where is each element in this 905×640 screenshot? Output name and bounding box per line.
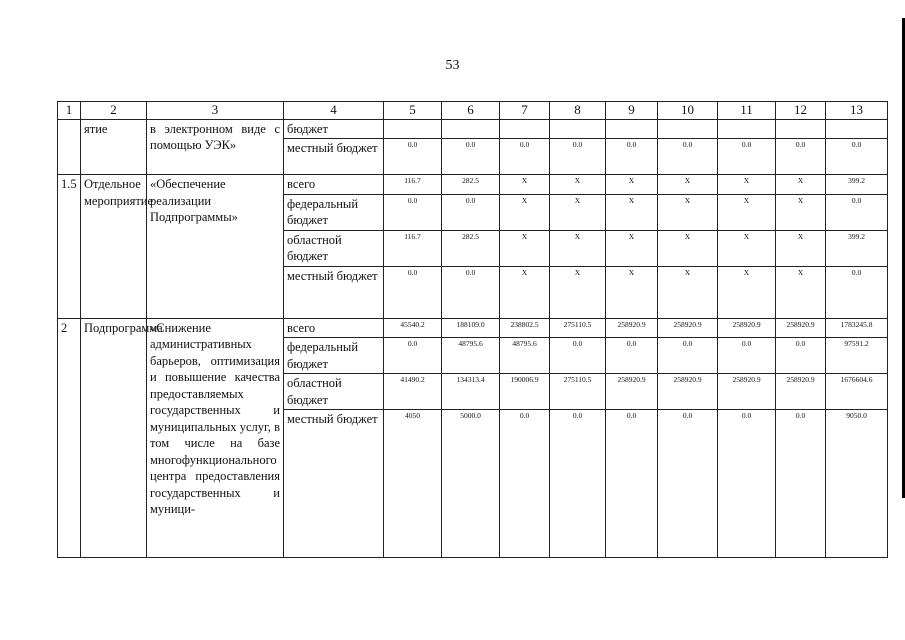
header-cell: 1 bbox=[58, 102, 81, 120]
header-cell: 5 bbox=[384, 102, 442, 120]
value-cell: 399.2 bbox=[826, 175, 888, 195]
budget-source-cell: областной бюджет bbox=[284, 374, 384, 410]
value-cell: X bbox=[550, 266, 606, 318]
value-cell: X bbox=[718, 230, 776, 266]
budget-source-cell: бюджет bbox=[284, 119, 384, 139]
header-cell: 2 bbox=[81, 102, 147, 120]
header-cell: 4 bbox=[284, 102, 384, 120]
budget-source-cell: местный бюджет bbox=[284, 139, 384, 175]
value-cell: 41490.2 bbox=[384, 374, 442, 410]
value-cell bbox=[606, 119, 658, 139]
value-cell: 0.0 bbox=[718, 139, 776, 175]
header-cell: 10 bbox=[658, 102, 718, 120]
value-cell: 0.0 bbox=[500, 410, 550, 558]
value-cell: 0.0 bbox=[776, 139, 826, 175]
value-cell: 0.0 bbox=[442, 266, 500, 318]
item-type-cell: Отдельное мероприятие bbox=[81, 175, 147, 319]
value-cell bbox=[550, 119, 606, 139]
value-cell: 5000.0 bbox=[442, 410, 500, 558]
value-cell: 0.0 bbox=[500, 139, 550, 175]
budget-source-cell: федеральный бюджет bbox=[284, 338, 384, 374]
value-cell: 0.0 bbox=[658, 410, 718, 558]
value-cell: 4050 bbox=[384, 410, 442, 558]
value-cell: 258920.9 bbox=[606, 374, 658, 410]
value-cell bbox=[658, 119, 718, 139]
value-cell: 0.0 bbox=[442, 139, 500, 175]
value-cell: X bbox=[718, 266, 776, 318]
value-cell: X bbox=[776, 266, 826, 318]
value-cell: 188109.0 bbox=[442, 318, 500, 338]
header-cell: 8 bbox=[550, 102, 606, 120]
item-description-cell: в электронном виде с помощью УЭК» bbox=[147, 119, 284, 175]
value-cell: 0.0 bbox=[550, 410, 606, 558]
value-cell: 0.0 bbox=[718, 338, 776, 374]
table-row bbox=[58, 119, 888, 139]
budget-source-cell: местный бюджет bbox=[284, 266, 384, 318]
value-cell: X bbox=[606, 194, 658, 230]
value-cell: 48795.6 bbox=[442, 338, 500, 374]
header-cell: 12 bbox=[776, 102, 826, 120]
page-number: 53 bbox=[445, 58, 460, 73]
value-cell: X bbox=[606, 266, 658, 318]
header-cell: 11 bbox=[718, 102, 776, 120]
value-cell: X bbox=[550, 230, 606, 266]
value-cell: X bbox=[776, 194, 826, 230]
value-cell: 0.0 bbox=[826, 139, 888, 175]
value-cell: 0.0 bbox=[658, 139, 718, 175]
value-cell: 0.0 bbox=[606, 410, 658, 558]
value-cell: 0.0 bbox=[384, 338, 442, 374]
value-cell: 258920.9 bbox=[776, 318, 826, 338]
budget-source-cell: местный бюджет bbox=[284, 410, 384, 558]
value-cell: 116.7 bbox=[384, 230, 442, 266]
value-cell: 0.0 bbox=[606, 338, 658, 374]
value-cell: 258920.9 bbox=[658, 374, 718, 410]
value-cell bbox=[442, 119, 500, 139]
value-cell: 0.0 bbox=[718, 410, 776, 558]
budget-table bbox=[57, 101, 888, 558]
value-cell: 1676604.6 bbox=[826, 374, 888, 410]
value-cell: 48795.6 bbox=[500, 338, 550, 374]
value-cell: X bbox=[658, 230, 718, 266]
value-cell: X bbox=[658, 194, 718, 230]
value-cell: 0.0 bbox=[384, 194, 442, 230]
value-cell: 258920.9 bbox=[606, 318, 658, 338]
value-cell: 399.2 bbox=[826, 230, 888, 266]
value-cell: 9050.0 bbox=[826, 410, 888, 558]
value-cell: 258920.9 bbox=[718, 374, 776, 410]
value-cell: X bbox=[500, 194, 550, 230]
value-cell: 1783245.8 bbox=[826, 318, 888, 338]
value-cell: 275110.5 bbox=[550, 374, 606, 410]
value-cell: 258920.9 bbox=[718, 318, 776, 338]
value-cell: 258920.9 bbox=[658, 318, 718, 338]
budget-source-cell: всего bbox=[284, 318, 384, 338]
table-row bbox=[58, 318, 888, 338]
value-cell: X bbox=[718, 175, 776, 195]
header-cell: 13 bbox=[826, 102, 888, 120]
value-cell: X bbox=[658, 175, 718, 195]
value-cell bbox=[384, 119, 442, 139]
item-type-cell: Подпрограмма bbox=[81, 318, 147, 558]
header-cell: 7 bbox=[500, 102, 550, 120]
value-cell: X bbox=[500, 175, 550, 195]
value-cell: 116.7 bbox=[384, 175, 442, 195]
row-number-cell bbox=[58, 119, 81, 175]
value-cell: 190006.9 bbox=[500, 374, 550, 410]
value-cell: 0.0 bbox=[550, 338, 606, 374]
item-description-cell: «Обеспечение реализации Подпрограммы» bbox=[147, 175, 284, 319]
value-cell bbox=[826, 119, 888, 139]
value-cell: X bbox=[550, 194, 606, 230]
value-cell: 0.0 bbox=[606, 139, 658, 175]
budget-source-cell: федеральный бюджет bbox=[284, 194, 384, 230]
item-type-cell: ятие bbox=[81, 119, 147, 175]
value-cell: 282.5 bbox=[442, 175, 500, 195]
value-cell: 275110.5 bbox=[550, 318, 606, 338]
value-cell: X bbox=[606, 175, 658, 195]
value-cell: 238802.5 bbox=[500, 318, 550, 338]
value-cell: 45540.2 bbox=[384, 318, 442, 338]
header-cell: 6 bbox=[442, 102, 500, 120]
value-cell: 0.0 bbox=[442, 194, 500, 230]
value-cell: 0.0 bbox=[826, 194, 888, 230]
value-cell: X bbox=[776, 230, 826, 266]
value-cell: 0.0 bbox=[826, 266, 888, 318]
value-cell: X bbox=[776, 175, 826, 195]
value-cell: 0.0 bbox=[384, 266, 442, 318]
header-cell: 9 bbox=[606, 102, 658, 120]
value-cell: X bbox=[500, 266, 550, 318]
budget-source-cell: всего bbox=[284, 175, 384, 195]
value-cell: 0.0 bbox=[550, 139, 606, 175]
value-cell bbox=[718, 119, 776, 139]
value-cell: 282.5 bbox=[442, 230, 500, 266]
value-cell: 0.0 bbox=[776, 410, 826, 558]
value-cell: 134313.4 bbox=[442, 374, 500, 410]
value-cell: X bbox=[718, 194, 776, 230]
row-number-cell: 1.5 bbox=[58, 175, 81, 319]
value-cell: 0.0 bbox=[658, 338, 718, 374]
row-number-cell: 2 bbox=[58, 318, 81, 558]
header-cell: 3 bbox=[147, 102, 284, 120]
value-cell: X bbox=[606, 230, 658, 266]
budget-source-cell: областной бюджет bbox=[284, 230, 384, 266]
value-cell: X bbox=[658, 266, 718, 318]
value-cell: 97591.2 bbox=[826, 338, 888, 374]
value-cell bbox=[776, 119, 826, 139]
value-cell: X bbox=[550, 175, 606, 195]
value-cell: 258920.9 bbox=[776, 374, 826, 410]
value-cell: X bbox=[500, 230, 550, 266]
value-cell: 0.0 bbox=[384, 139, 442, 175]
table-row bbox=[58, 175, 888, 195]
header-row bbox=[58, 102, 888, 120]
value-cell: 0.0 bbox=[776, 338, 826, 374]
item-description-cell: «Снижение административных барьеров, оптимизация и повышение качества предоставляемых государственных и муниципальных услуг, в том числе на базе многофункционального центра предоставления государственных и муници- bbox=[147, 318, 284, 558]
value-cell bbox=[500, 119, 550, 139]
